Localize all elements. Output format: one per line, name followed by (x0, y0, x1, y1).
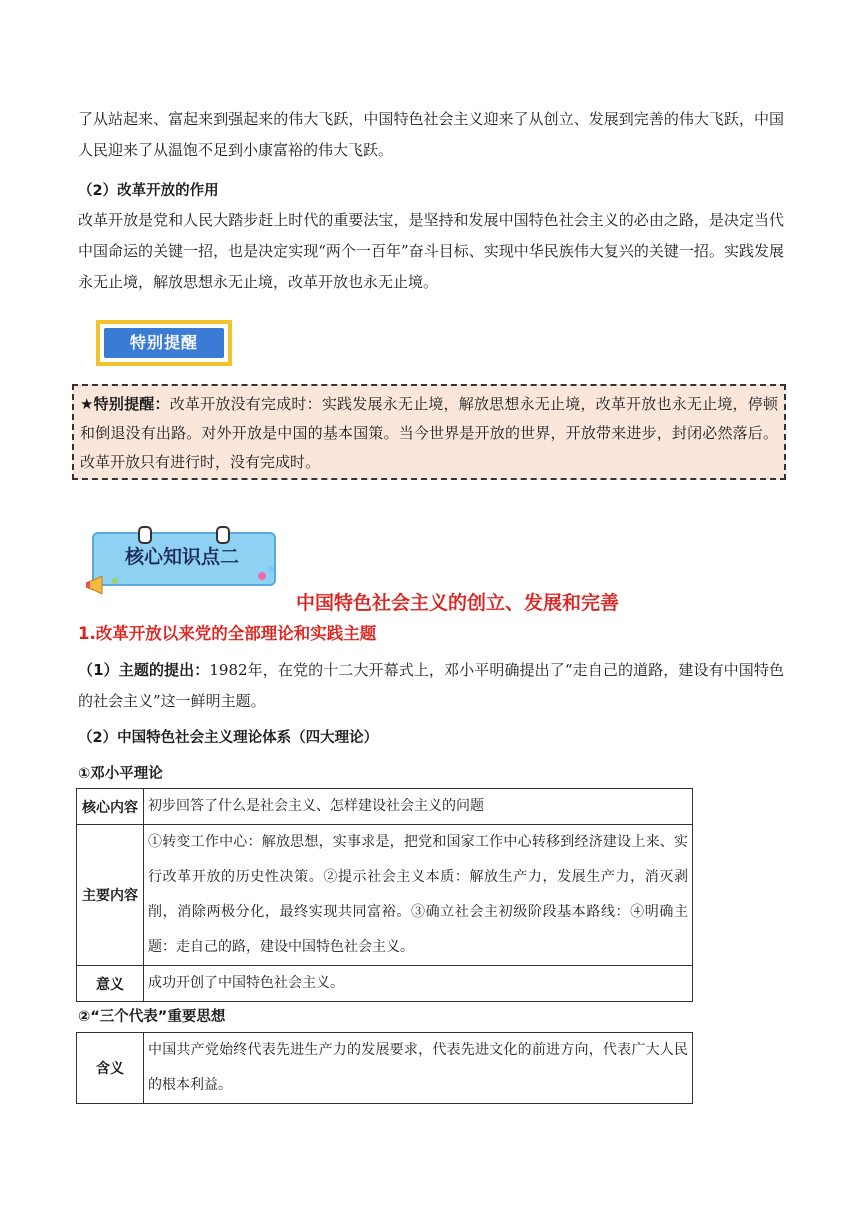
row-key: 核心内容 (77, 789, 144, 825)
row-key: 含义 (77, 1033, 144, 1104)
section-title: 中国特色社会主义的创立、发展和完善 (296, 592, 620, 614)
reform-role-paragraph: 改革开放是党和人民大踏步赶上时代的重要法宝，是坚持和发展中国特色社会主义的必由之路，是决定当代中国命运的关键一招，也是决定实现“两个一百年”奋斗目标、实现中华民族伟大复兴的关键一招。实践发展永无止境，解放思想永无止境，改革开放也永无止境。 (78, 211, 784, 291)
reminder-box (72, 384, 786, 480)
subheading-reform-role: （2）改革开放的作用 (78, 183, 219, 199)
badge-frame (96, 320, 232, 324)
table-row (77, 789, 693, 825)
heading-reform-theme: 1.改革开放以来党的全部理论和实践主题 (78, 624, 377, 643)
table-row (77, 1033, 693, 1104)
reminder-text: 改革开放没有完成时：实践发展永无止境，解放思想永无止境，改革开放也永无止境，停顿和倒退没有出路。对外开放是中国的基本国策。当今世界是开放的世界，开放带来进步，封闭必然落后。改革开放只有进行时，没有完成时。 (80, 395, 778, 471)
theory-title-three-represents: ②“三个代表”重要思想 (78, 1009, 226, 1025)
tip-badge-label: 特别提醒 (104, 328, 224, 358)
deng-theory-table (76, 788, 693, 1002)
subheading-theory-system: （2）中国特色社会主义理论体系（四大理论） (78, 730, 379, 746)
row-value: ①转变工作中心：解放思想，实事求是，把党和国家工作中心转移到经济建设上来、实行改革开放的历史性决策。②提示社会主义本质：解放生产力，发展生产力，消灭剥削，消除两极分化，最终实现共同富裕。③确立社会主初级阶段基本路线：④明确主题：走自己的路，建设中国特色社会主义。 (144, 825, 693, 966)
badge-frame (96, 320, 100, 366)
tip-badge (96, 320, 232, 366)
row-value: 初步回答了什么是社会主义、怎样建设社会主义的问题 (144, 789, 693, 825)
core-point-badge (86, 520, 278, 602)
reminder-head: ★特别提醒： (80, 395, 170, 413)
row-value: 中国共产党始终代表先进生产力的发展要求，代表先进文化的前进方向，代表广大人民的根本利益。 (144, 1033, 693, 1104)
row-value: 成功开创了中国特色社会主义。 (144, 966, 693, 1002)
theory-title-deng: ①邓小平理论 (78, 766, 163, 782)
badge-frame (228, 320, 232, 366)
table-row (77, 825, 693, 966)
megaphone-icon (86, 576, 108, 594)
row-key: 意义 (77, 966, 144, 1002)
topic-paragraph (78, 655, 784, 717)
badge-frame (96, 362, 232, 366)
row-key: 主要内容 (77, 825, 144, 966)
table-row (77, 966, 693, 1002)
intro-paragraph: 了从站起来、富起来到强起来的伟大飞跃，中国特色社会主义迎来了从创立、发展到完善的伟大飞跃，中国人民迎来了从温饱不足到小康富裕的伟大飞跃。 (78, 110, 784, 159)
core-badge-label: 核心知识点二 (124, 546, 239, 568)
topic-text: 1982年，在党的十二大开幕式上，邓小平明确提出了“走自己的道路，建设有中国特色的社会主义”这一鲜明主题。 (78, 661, 784, 710)
three-represents-table (76, 1032, 693, 1104)
topic-head: （1）主题的提出： (78, 661, 210, 679)
